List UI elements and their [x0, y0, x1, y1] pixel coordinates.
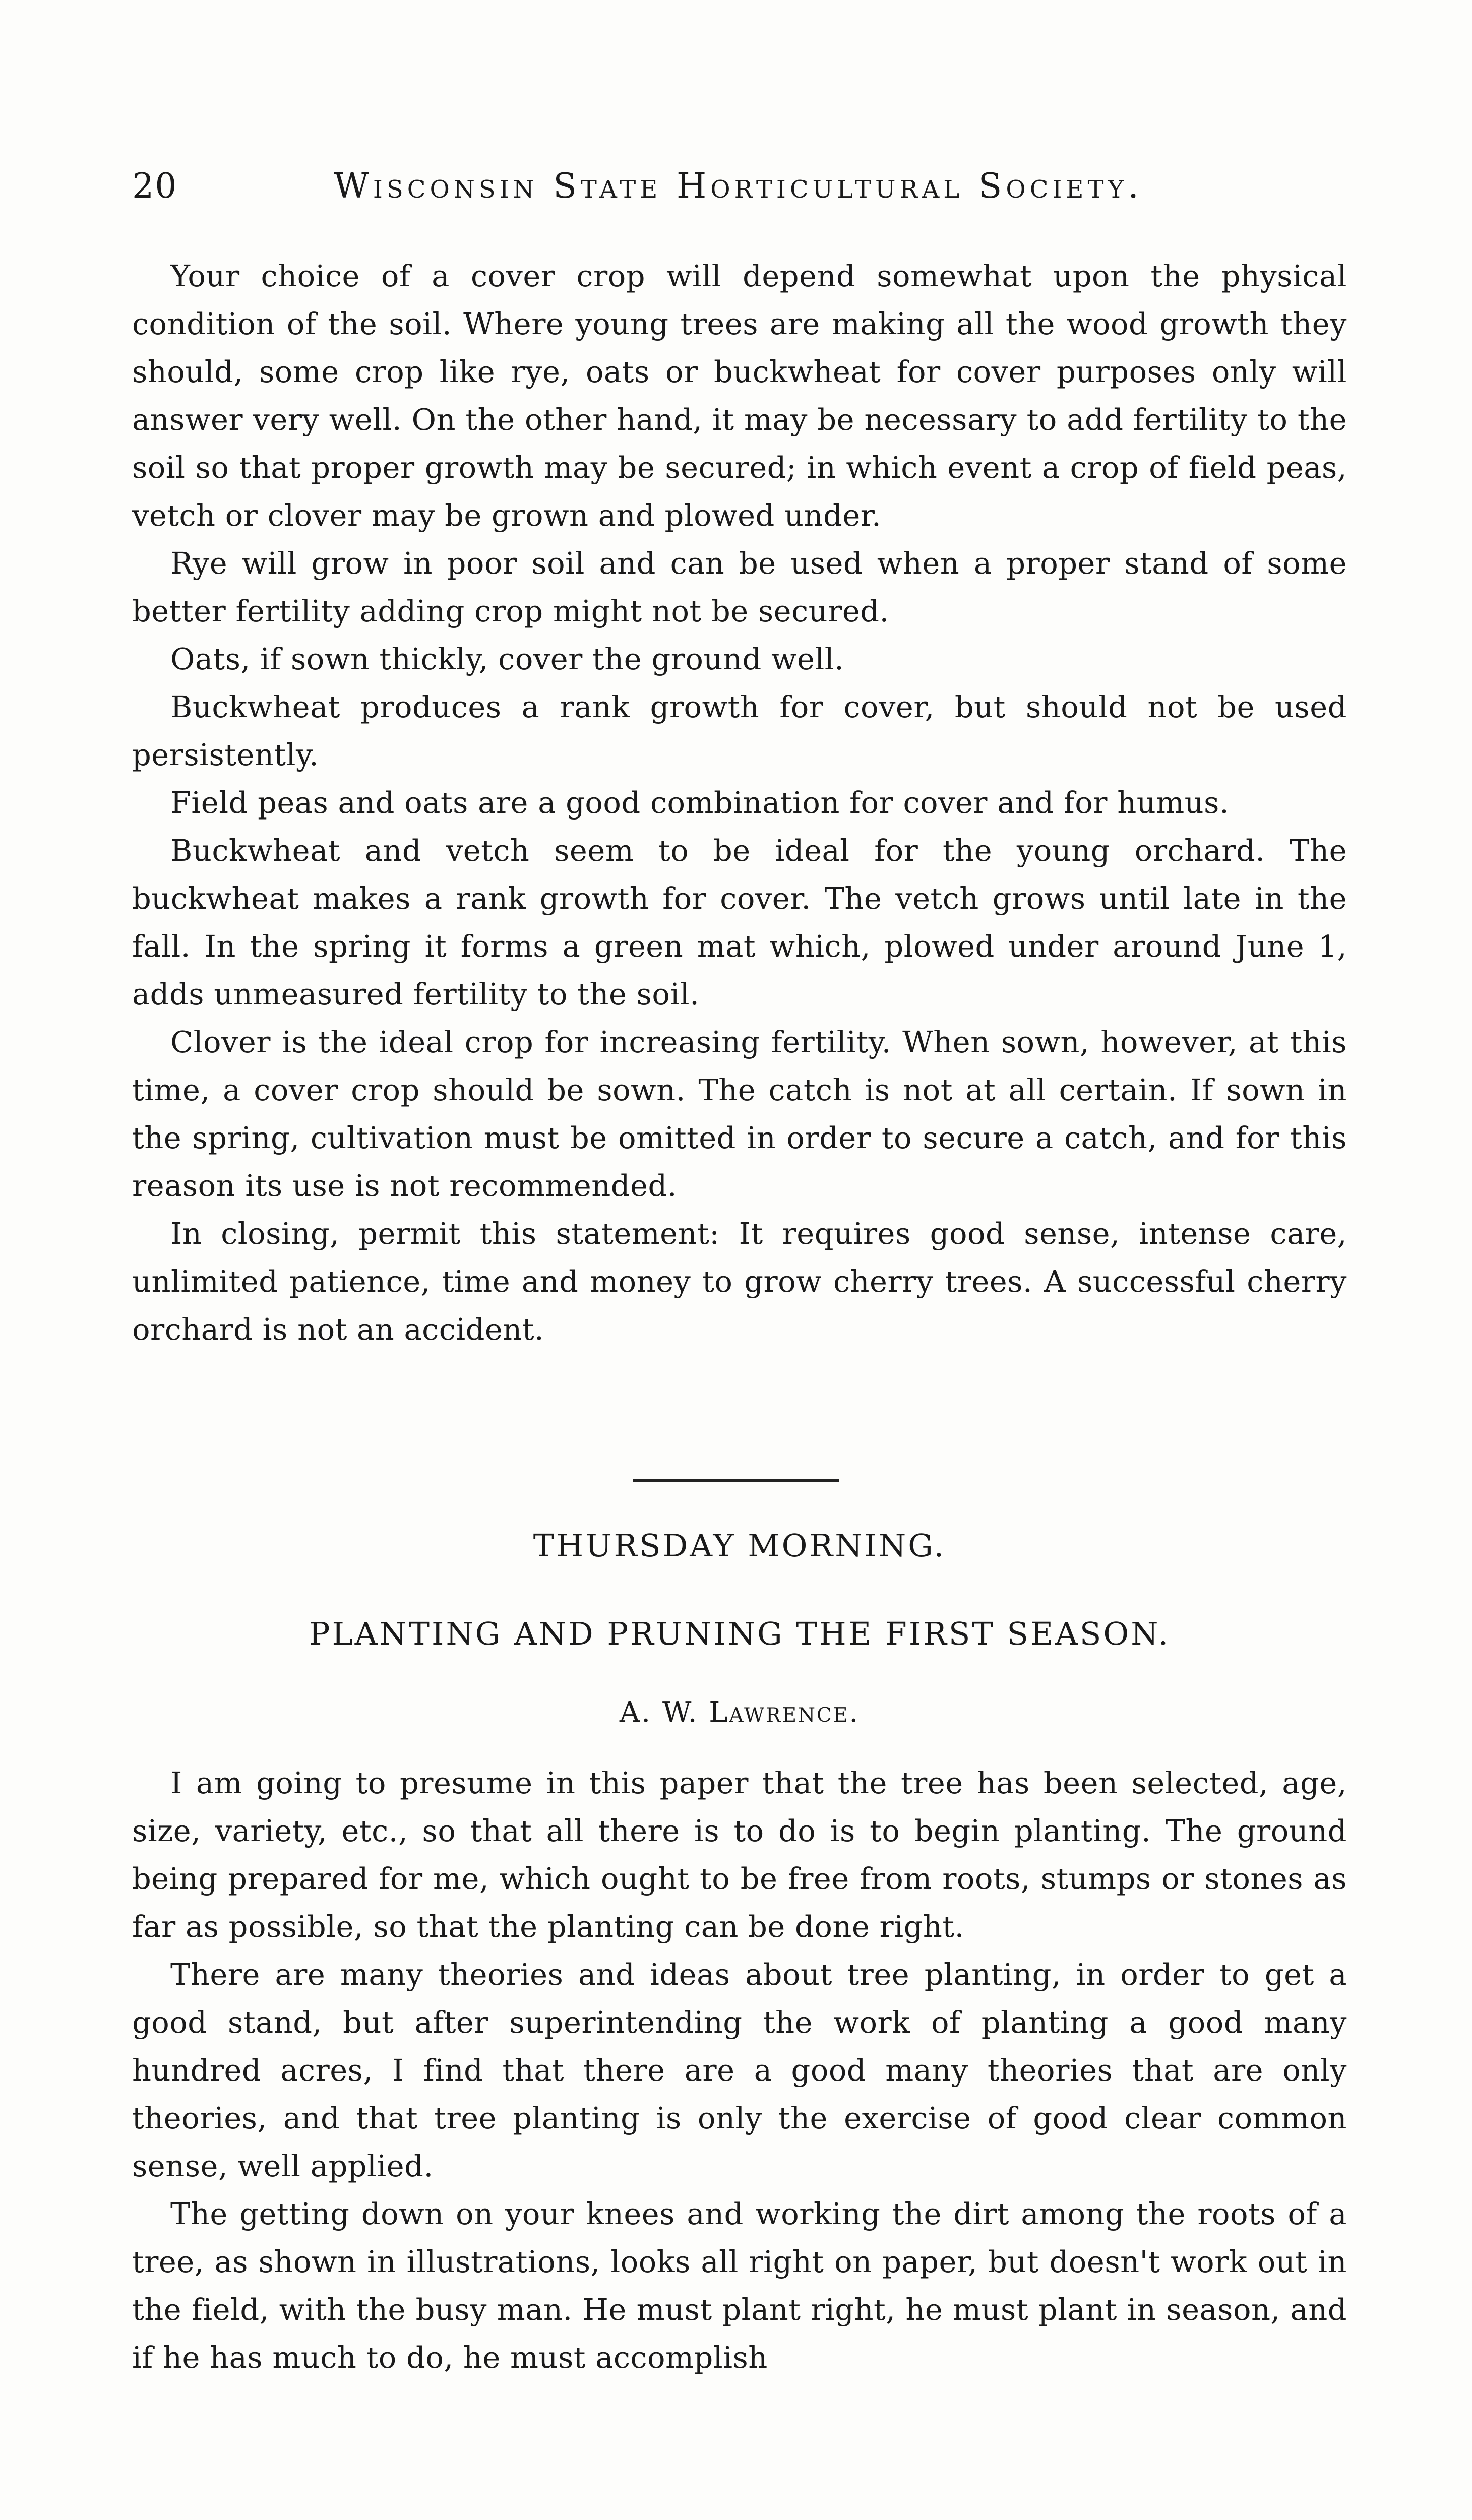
- paragraph: There are many theories and ideas about tree planting, in order to get a good stand, but after superintending the work of planting a good many hundred acres, I find that there are a good many theories that are only theories, and that tree planting is only the exercise of good clear common sense, well applied.: [132, 1957, 1347, 2183]
- session-heading: THURSDAY MORNING.: [533, 1527, 946, 1564]
- paragraph: Oats, if sown thickly, cover the ground well.: [170, 642, 844, 676]
- paragraph: The getting down on your knees and working the dirt among the roots of a tree, as shown in illustrations, looks all right on paper, but doesn't work out in the field, with the busy man. He must plant right, he must plant in season, and if he has much to do, he must accomplish: [132, 2196, 1347, 2375]
- paragraph: Field peas and oats are a good combination for cover and for humus.: [170, 785, 1230, 820]
- page-number: 20: [132, 166, 178, 206]
- paragraph: In closing, permit this statement: It requires good sense, intense care, unlimited patience, time and money to grow cherry trees. A successful cherry orchard is not an accident.: [132, 1216, 1347, 1347]
- page-header: [132, 166, 1352, 222]
- paragraph: Clover is the ideal crop for increasing fertility. When sown, however, at this time, a cover crop should be sown. The catch is not at all certain. If sown in the spring, cultivation must be omitted in order to secure a catch, and for this reason its use is not recommended.: [132, 1025, 1347, 1203]
- paragraph: Buckwheat produces a rank growth for cover, but should not be used persistently.: [132, 689, 1347, 772]
- paragraph: Buckwheat and vetch seem to be ideal for the young orchard. The buckwheat makes a rank growth for cover. The vetch grows until late in the fall. In the spring it forms a green mat which, plowed under around June 1, adds unmeasured fertility to the soil.: [132, 833, 1347, 1012]
- paragraph: I am going to presume in this paper that the tree has been selected, age, size, variety, etc., so that all there is to do is to begin planting. The ground being prepared for me, which ought to be free from roots, stumps or stones as far as possible, so that the planting can be done right.: [132, 1766, 1347, 1944]
- planting-article: [132, 1759, 1347, 2381]
- paragraph: Your choice of a cover crop will depend somewhat upon the physical condition of the soil. Where young trees are making all the wood growth they should, some crop like rye, oats or buckwheat for cover purposes only will answer very well. On the other hand, it may be necessary to add fertility to the soil so that proper growth may be secured; in which event a crop of field peas, vetch or clover may be grown and plowed under.: [132, 259, 1347, 533]
- section-divider: [633, 1479, 839, 1482]
- article-author: A. W. Lawrence.: [619, 1696, 860, 1729]
- article-title: PLANTING AND PRUNING THE FIRST SEASON.: [309, 1615, 1171, 1652]
- running-head: Wisconsin State Horticultural Society.: [334, 166, 1143, 206]
- cover-crop-section: [132, 252, 1347, 1353]
- paragraph: Rye will grow in poor soil and can be used when a proper stand of some better fertility adding crop might not be secured.: [132, 546, 1347, 628]
